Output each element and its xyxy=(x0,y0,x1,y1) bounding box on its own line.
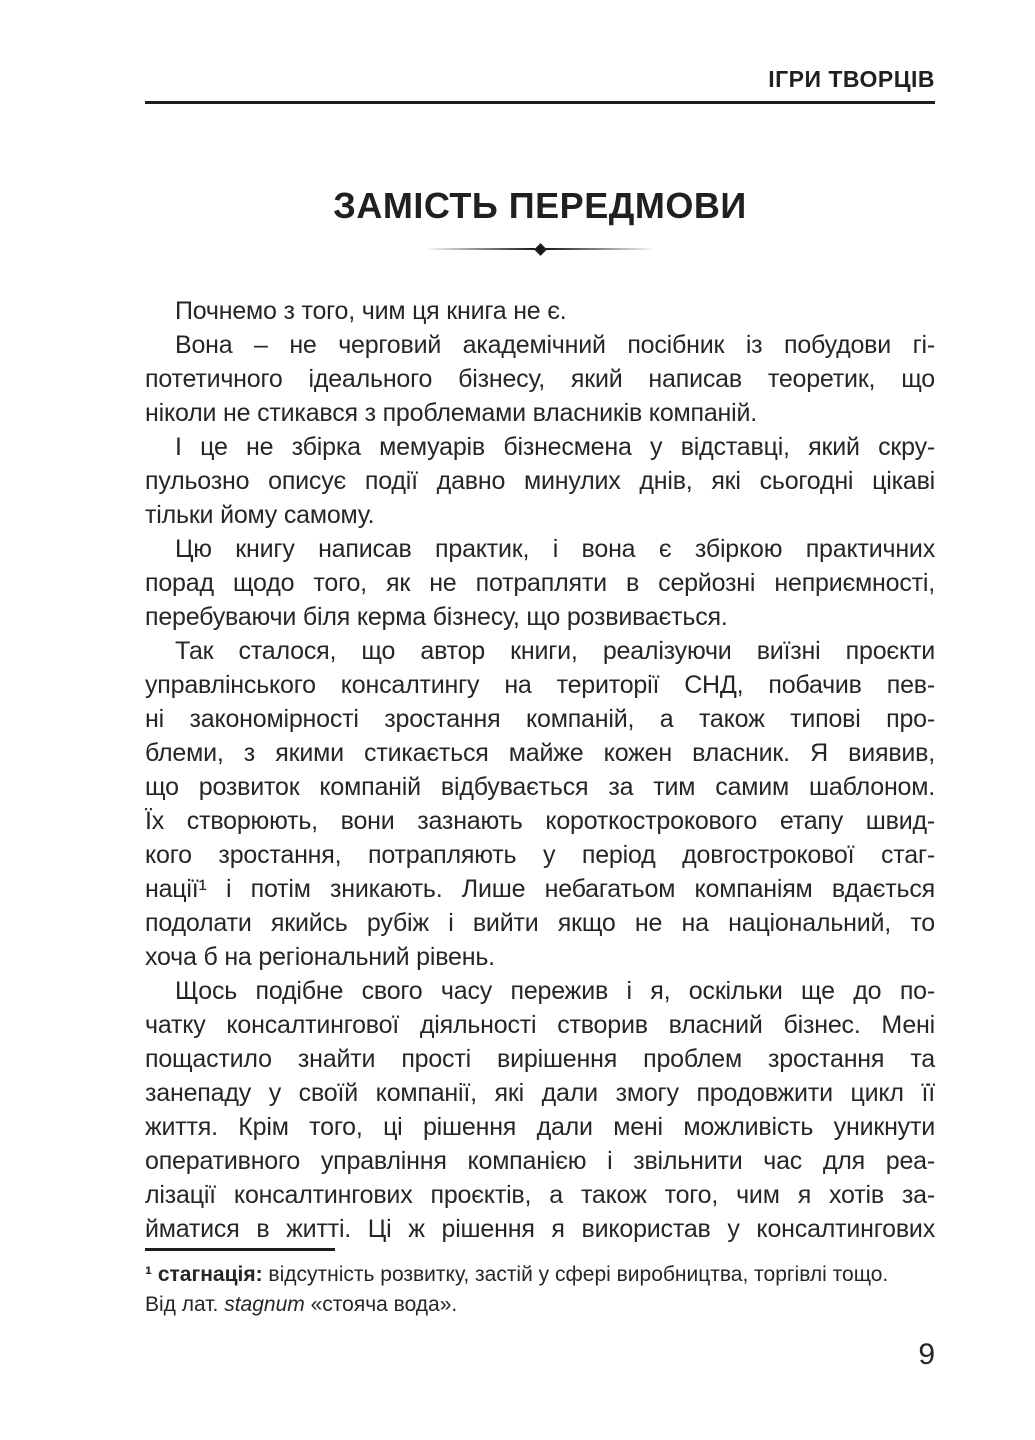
body-line: ні закономірності зростання компаній, а також типові про- xyxy=(145,705,935,733)
body-line: Почнемо з того, чим ця книга не є. xyxy=(175,297,567,325)
body-line: пульозно описує події давно минулих днів, які сьогодні цікаві xyxy=(145,467,935,495)
footnote-rule xyxy=(145,1248,335,1251)
body-line: життя. Крім того, ці рішення дали мені можливість уникнути xyxy=(145,1113,935,1141)
divider-line-right xyxy=(546,248,657,250)
body-line: що розвиток компаній відбувається за тим самим шаблоном. xyxy=(145,773,935,801)
footnote-line-2 xyxy=(145,1290,935,1320)
diamond-icon xyxy=(534,243,547,256)
footnote-latin-prefix: Від лат. xyxy=(145,1293,225,1316)
footnote-marker: ¹ xyxy=(145,1263,158,1286)
body-line: занепаду у своїй компанії, які дали змогу продовжити цикл її xyxy=(145,1079,935,1107)
footnote xyxy=(145,1260,935,1320)
body-line: Вона – не черговий академічний посібник із побудови гі- xyxy=(175,331,935,359)
body-line: Їх створюють, вони зазнають короткострокового етапу швид- xyxy=(145,807,935,835)
body-line: кого зростання, потрапляють у період довгострокової стаг- xyxy=(145,841,935,869)
body-line: оперативного управління компанією і звільнити час для реа- xyxy=(145,1147,935,1175)
page-number: 9 xyxy=(918,1338,935,1371)
body-line: ніколи не стикався з проблемами власників компаній. xyxy=(145,399,758,427)
footnote-latin-term: stagnum xyxy=(224,1293,305,1316)
body-line: потетичного ідеального бізнесу, який написав теоретик, що xyxy=(145,365,935,393)
footnote-definition: відсутність розвитку, застій у сфері виробництва, торгівлі тощо. xyxy=(262,1263,889,1286)
footnote-line-1 xyxy=(145,1260,935,1290)
body-line: йматися в житті. Ці ж рішення я використав у консалтингових xyxy=(145,1215,935,1243)
body-line: І це не збірка мемуарів бізнесмена у відставці, який скру- xyxy=(175,433,935,461)
body-text xyxy=(145,294,935,1246)
body-line: подолати якийсь рубіж і вийти якщо не на національний, то xyxy=(145,909,935,937)
body-line: Цю книгу написав практик, і вона є збіркою практичних xyxy=(175,535,935,563)
body-line: Щось подібне свого часу пережив і я, оскільки ще до по- xyxy=(175,977,935,1005)
section-divider xyxy=(424,244,656,254)
body-line: лізації консалтингових проєктів, а також того, чим я хотів за- xyxy=(145,1181,935,1209)
body-line: перебуваючи біля керма бізнесу, що розвивається. xyxy=(145,603,728,631)
header-rule xyxy=(145,101,935,104)
body-line: Так сталося, що автор книги, реалізуючи виїзні проєкти xyxy=(175,637,935,665)
body-line: нації¹ і потім зникають. Лише небагатьом компаніям вдається xyxy=(145,875,935,903)
footnote-latin-suffix: «стояча вода». xyxy=(304,1293,458,1316)
divider-line-left xyxy=(424,248,535,250)
body-line: чатку консалтингової діяльності створив власний бізнес. Мені xyxy=(145,1011,935,1039)
footnote-term: стагнація: xyxy=(157,1263,263,1286)
body-line: тільки йому самому. xyxy=(145,501,375,529)
chapter-title: ЗАМІСТЬ ПЕРЕДМОВИ xyxy=(333,185,747,226)
body-line: порад щодо того, як не потрапляти в серйозні неприємності, xyxy=(145,569,935,597)
running-title: ІГРИ ТВОРЦІВ xyxy=(768,66,935,92)
body-line: управлінського консалтингу на території СНД, побачив пев- xyxy=(145,671,935,699)
body-line: хоча б на регіональний рівень. xyxy=(145,943,495,971)
body-line: блеми, з якими стикається майже кожен власник. Я виявив, xyxy=(145,739,935,767)
body-line: пощастило знайти прості вирішення проблем зростання та xyxy=(145,1045,935,1073)
